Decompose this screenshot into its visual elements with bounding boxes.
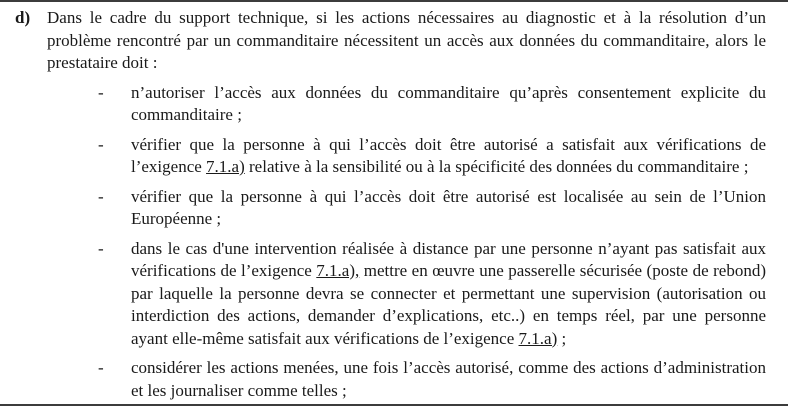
list-item bbox=[98, 238, 766, 351]
document-body bbox=[15, 7, 766, 409]
bullet-dash: - bbox=[98, 186, 104, 206]
bullet-dash: - bbox=[98, 358, 104, 377]
bullet-text bbox=[131, 238, 766, 351]
bullet-text-segment: dans le cas d'une intervention réalisée à distance par une personne n’ayant pas satisfait aux vérifications de l’exigence bbox=[131, 238, 766, 280]
bullet-text bbox=[131, 134, 766, 179]
bullet-text-segment: ; bbox=[557, 328, 567, 348]
requirement-ref-7-1-a: 7.1.a) bbox=[518, 328, 558, 348]
bullet-text-segment: vérifier que la personne à qui l’accès doit être autorisé est localisée au sein de l’Union Européenne ; bbox=[131, 186, 766, 228]
clause-intro: Dans le cadre du support technique, si les actions nécessaires au diagnostic et à la résolution d’un problème rencontré par un commanditaire nécessitent un accès aux données du commanditaire, alors le prestataire doit : bbox=[47, 8, 766, 72]
bullet-dash: - bbox=[98, 134, 104, 154]
bullet-list bbox=[98, 82, 766, 403]
bottom-rule bbox=[0, 404, 788, 406]
clause-d bbox=[15, 7, 766, 402]
requirement-ref-7-1-a: 7.1.a) bbox=[206, 157, 245, 176]
bullet-text-segment: mettre en œuvre une passerelle sécurisée (poste de rebond) par laquelle la personne devra se connecter et permettant une supervision (autorisation ou interdiction des actions, demander d’explications, etc..) en temps réel, par une personne ayant elle-même satisfait aux vérifications de l’exigence bbox=[131, 261, 766, 348]
bullet-text bbox=[131, 357, 766, 402]
list-item bbox=[98, 186, 766, 231]
bullet-dash: - bbox=[98, 238, 104, 258]
bullet-text-segment: n’autoriser l’accès aux données du commanditaire qu’après consentement explicite du commanditaire ; bbox=[131, 82, 766, 124]
top-rule bbox=[0, 0, 788, 2]
clause-label: d) bbox=[15, 8, 31, 27]
bullet-text-segment: considérer les actions menées, une fois l’accès autorisé, comme des actions d’administration et les journaliser comme telles ; bbox=[131, 358, 766, 400]
bullet-text-segment: relative à la sensibilité ou à la spécificité des données du commanditaire ; bbox=[244, 157, 749, 176]
bullet-text bbox=[131, 82, 766, 127]
list-item bbox=[98, 134, 766, 179]
list-item bbox=[98, 82, 766, 127]
list-item bbox=[98, 357, 766, 402]
bullet-dash: - bbox=[98, 82, 104, 102]
bullet-text-segment: vérifier que la personne à qui l’accès doit être autorisé a satisfait aux vérifications de l’exigence bbox=[131, 134, 766, 176]
bullet-text bbox=[131, 186, 766, 231]
requirement-ref-7-1-a: 7.1.a), bbox=[316, 261, 360, 280]
